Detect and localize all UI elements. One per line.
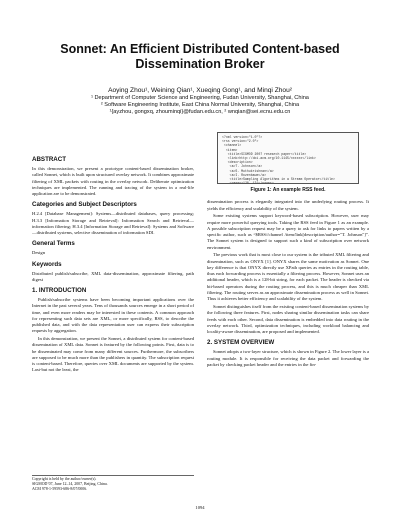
right-paragraph-5: Sonnet adopts a two-layer structure, which is shown in Figure 2. The lower layer is a routing module. It is responsible for receiving the data packet and forwarding the packet by checking packet header and the entries in the fin- bbox=[207, 349, 369, 367]
right-column bbox=[207, 132, 369, 370]
code-line: <rss version="2.0"> bbox=[222, 139, 259, 144]
right-paragraph-4: Sonnet distinguishes itself from the existing content-based dissemination systems by the following three features. First, nodes sharing similar dissemination tasks can share feeds with each other. Second, data dissemination is embedded into data routing in the overlay network. Third, optimization techniques, including workload balancing and locality-aware dissemination, are proposed and implemented. bbox=[207, 304, 369, 335]
left-column bbox=[32, 152, 194, 375]
author-names: Aoying Zhou¹, Weining Qian¹, Xueqing Gong¹, and Minqi Zhou² bbox=[108, 87, 292, 94]
code-line: <?xml version="1.0"?> bbox=[222, 135, 263, 139]
general-terms-text: Design bbox=[32, 250, 46, 256]
copyright-footnote bbox=[32, 475, 194, 492]
page-number: 1094 bbox=[195, 505, 205, 510]
categories-heading: Categories and Subject Descriptors bbox=[32, 201, 137, 209]
right-paragraph-3: The previous work that is most close to our system is the tributed XML filtering and dissemination, such as ONYX [1]. ONYX shares the same motivation as Sonnet. One key difference is that ONYX directly use XPath queries as entries in the routing table, thus each forwarding process is essentially a filtering process. However, Sonnet uses an additional header, which is a 128-bit string, for each packet. The header is checked via bit-based operators during the routing process, and this is much cheaper than XML filtering. The routing serves as an approximate dissemination process as well in Sonnet. Thus it achieves better efficiency and scalability of the system. bbox=[207, 252, 369, 302]
keywords-heading: Keywords bbox=[32, 260, 62, 268]
code-line: <title>SIGMOD 2007 research paper</title> bbox=[222, 151, 307, 156]
affiliation-2: ² Software Engineering Institute, East China Normal University, Shanghai, China bbox=[100, 102, 300, 108]
right-paragraph-1: dissemination process is elegantly integrated into the underlying routing process. It yields the efficiency and scalability of the system. bbox=[207, 199, 369, 211]
affiliation-1: ¹ Department of Computer Science and Engineering, Fudan University, Shanghai, China bbox=[91, 95, 309, 101]
code-line: <a>S. Muthukrishnan</a> bbox=[222, 168, 274, 173]
general-terms-heading: General Terms bbox=[32, 240, 75, 248]
intro-paragraph-2: In this demonstration, we present the Sonnet, a distributed system for content-based dissemination of XML data. Sonnet is featured by the following points. First, data is to be disseminated may come from many different sources. Furthermore, the subscribers are supposed to be much more than the publishers in quantity. The subscription request is content-based. Therefore, queries over XML documents are supported by the system. Last-but not the least, the bbox=[32, 336, 194, 373]
categories-text: H.2.4 [Database Management]: Systems—distributed databases, query processing; H.3.3 [Information Storage and Retrieval]: Information Search and Retrieval—information filtering; H.3.4 [Information Storage and Retrieval]: Systems and Software—distributed systems, selective dissemination of information SDI. bbox=[32, 211, 194, 235]
code-line: <item> bbox=[222, 147, 238, 152]
right-paragraph-2: Some existing systems support keyword-based subscription. However, user may require more powerful querying tools. Taking the RSS feed in Figure 1 as an example. A possible subscription request may be a query to ask for links to papers written by a specific author, such as “$RSS//channel /item/link[description/author="T. Johnson"]”. The Sonnet system is designed to support such a kind of subscription over network environment. bbox=[207, 213, 369, 250]
code-line: <pages>120--131</pages> bbox=[222, 181, 274, 184]
footnote-line: SIGMOD’07, June 12–14, 2007, Beijing, China. bbox=[32, 482, 108, 486]
code-line: <description> bbox=[222, 160, 253, 165]
introduction-heading: 1. INTRODUCTION bbox=[32, 287, 87, 294]
paper-title: Sonnet: An Efficient Distributed Content-based Dissemination Broker bbox=[60, 42, 340, 71]
author-emails: ¹{ayzhou, gongxq, zhouminqi}@fudan.edu.cn, ² wnqian@sei.ecnu.edu.cn bbox=[109, 109, 291, 115]
code-line: <title>Sampling Algorithms in a Stream Operator</title> bbox=[222, 177, 335, 182]
abstract-text: In this demonstration, we present a prototype content-based dissemination broker, called Sonnet, which is built upon structured overlay network. It combines approximate filtering of XML packets with routing in the overlay network. Deliberate optimization techniques are implemented. The running and tracing of the system in a real-life application are to be demonstrated. bbox=[32, 166, 194, 196]
code-line: <a>I. Rozenbaum</a> bbox=[222, 172, 266, 177]
rss-feed-figure bbox=[217, 132, 359, 184]
footnote-line: ACM 978-1-59593-686-8/07/0006. bbox=[32, 487, 88, 491]
code-line: <channel> bbox=[222, 143, 242, 148]
system-overview-heading: 2. SYSTEM OVERVIEW bbox=[207, 339, 275, 347]
figure-caption: Figure 1: An example RSS feed. bbox=[250, 187, 326, 193]
intro-paragraph-1: Publish/subscribe systems have been becoming important applications over the Internet in the past several years. Tens of thousands sources emerge in a short period of time, and even more readers may be interested in these contents. A common approach for representing such data sets are XML, or more specifically, RSS, to describe the published data, and with the data representation user can express their subscription requests by aggregation. bbox=[32, 297, 194, 334]
code-line: <link>http://doi.acm.org/10.1145/xxxxxx</link> bbox=[222, 156, 316, 161]
footnote-line: Copyright is held by the author/owner(s). bbox=[32, 477, 97, 481]
abstract-heading: ABSTRACT bbox=[32, 156, 67, 163]
author-block bbox=[20, 86, 380, 116]
keywords-text: Distributed publish/subscribe, XML data-dissemination, approximate filtering, path digest bbox=[32, 270, 194, 282]
code-line: <a>T. Johnson</a> bbox=[222, 164, 263, 169]
